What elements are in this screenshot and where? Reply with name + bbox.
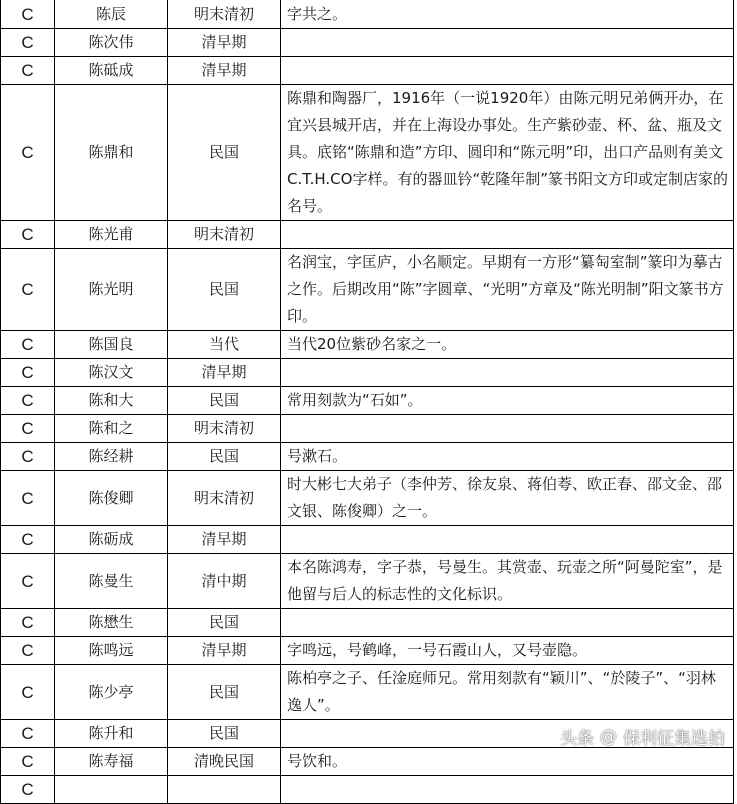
artist-table-body <box>1 0 734 804</box>
initial-cell: C <box>1 29 55 57</box>
initial-cell: C <box>1 221 55 249</box>
initial-cell: C <box>1 387 55 415</box>
name-cell: 陈辰 <box>55 0 168 29</box>
table-row <box>1 776 734 804</box>
era-cell: 明末清初 <box>168 415 281 443</box>
era-cell: 清早期 <box>168 637 281 665</box>
initial-cell: C <box>1 0 55 29</box>
note-cell <box>281 526 734 554</box>
initial-cell: C <box>1 665 55 720</box>
initial-cell: C <box>1 526 55 554</box>
note-cell <box>281 720 734 748</box>
era-cell: 民国 <box>168 609 281 637</box>
table-row <box>1 249 734 331</box>
note-cell <box>281 776 734 804</box>
initial-cell: C <box>1 443 55 471</box>
table-row <box>1 85 734 221</box>
note-cell: 陈鼎和陶器厂，1916年（一说1920年）由陈元明兄弟俩开办，在宜兴县城开店，并在上海设办事处。生产紫砂壶、杯、盆、瓶及文具。底铭“陈鼎和造”方印、圆印和“陈元明”印，出口产品则有美文C.T.H.CO字样。有的器皿钤“乾隆年制”篆书阳文方印或定制店家的名号。 <box>281 85 734 221</box>
name-cell: 陈和大 <box>55 387 168 415</box>
initial-cell: C <box>1 57 55 85</box>
table-row <box>1 665 734 720</box>
initial-cell: C <box>1 776 55 804</box>
initial-cell: C <box>1 415 55 443</box>
table-row <box>1 221 734 249</box>
era-cell: 明末清初 <box>168 0 281 29</box>
name-cell: 陈曼生 <box>55 554 168 609</box>
table-row <box>1 387 734 415</box>
name-cell: 陈砥成 <box>55 57 168 85</box>
table-row <box>1 609 734 637</box>
note-cell: 本名陈鸿寿，字子恭，号曼生。其赏壶、玩壶之所“阿曼陀室”，是他留与后人的标志性的文化标识。 <box>281 554 734 609</box>
note-cell: 号饮和。 <box>281 748 734 776</box>
era-cell: 民国 <box>168 443 281 471</box>
initial-cell: C <box>1 471 55 526</box>
table-row <box>1 748 734 776</box>
name-cell: 陈次伟 <box>55 29 168 57</box>
note-cell <box>281 221 734 249</box>
table-row <box>1 720 734 748</box>
name-cell: 陈和之 <box>55 415 168 443</box>
era-cell: 民国 <box>168 665 281 720</box>
table-row <box>1 57 734 85</box>
table-row <box>1 554 734 609</box>
note-cell: 号漱石。 <box>281 443 734 471</box>
initial-cell: C <box>1 359 55 387</box>
era-cell: 民国 <box>168 249 281 331</box>
table-row <box>1 29 734 57</box>
watermark-at-icon: @ <box>600 726 617 747</box>
era-cell: 明末清初 <box>168 221 281 249</box>
note-cell <box>281 415 734 443</box>
name-cell: 陈经耕 <box>55 443 168 471</box>
initial-cell: C <box>1 85 55 221</box>
note-cell <box>281 359 734 387</box>
table-row <box>1 359 734 387</box>
name-cell: 陈光甫 <box>55 221 168 249</box>
name-cell: 陈汉文 <box>55 359 168 387</box>
note-cell: 陈柏亭之子、任淦庭师兄。常用刻款有“颖川”、“於陵子”、“羽林逸人”。 <box>281 665 734 720</box>
name-cell: 陈砺成 <box>55 526 168 554</box>
note-cell: 名润宝，字匡庐，小名顺定。早期有一方形“纂匋室制”篆印为摹古之作。后期改用“陈”字圆章、“光明”方章及“陈光明制”阳文篆书方印。 <box>281 249 734 331</box>
name-cell: 陈鼎和 <box>55 85 168 221</box>
era-cell: 当代 <box>168 331 281 359</box>
note-cell: 常用刻款为“石如”。 <box>281 387 734 415</box>
note-cell <box>281 609 734 637</box>
initial-cell: C <box>1 609 55 637</box>
initial-cell: C <box>1 748 55 776</box>
name-cell: 陈鸣远 <box>55 637 168 665</box>
note-cell <box>281 57 734 85</box>
watermark-source: 头条 <box>560 729 594 749</box>
name-cell: 陈寿福 <box>55 748 168 776</box>
note-cell: 当代20位紫砂名家之一。 <box>281 331 734 359</box>
table-row <box>1 443 734 471</box>
note-cell: 字共之。 <box>281 0 734 29</box>
era-cell: 清早期 <box>168 526 281 554</box>
era-cell: 民国 <box>168 720 281 748</box>
era-cell: 清早期 <box>168 57 281 85</box>
note-cell: 字鸣远，号鹤峰，一号石霞山人，又号壶隐。 <box>281 637 734 665</box>
table-row <box>1 637 734 665</box>
era-cell: 明末清初 <box>168 471 281 526</box>
era-cell: 清晚民国 <box>168 748 281 776</box>
initial-cell: C <box>1 554 55 609</box>
initial-cell: C <box>1 331 55 359</box>
era-cell: 民国 <box>168 387 281 415</box>
era-cell: 民国 <box>168 85 281 221</box>
table-row <box>1 331 734 359</box>
era-cell <box>168 776 281 804</box>
name-cell: 陈懋生 <box>55 609 168 637</box>
note-cell <box>281 29 734 57</box>
name-cell <box>55 776 168 804</box>
name-cell: 陈升和 <box>55 720 168 748</box>
table-row <box>1 526 734 554</box>
note-cell: 时大彬七大弟子（李仲芳、徐友泉、蒋伯荂、欧正春、邵文金、邵文银、陈俊卿）之一。 <box>281 471 734 526</box>
initial-cell: C <box>1 720 55 748</box>
name-cell: 陈光明 <box>55 249 168 331</box>
watermark-account: 保利征集选拍 <box>623 729 725 749</box>
table-row <box>1 415 734 443</box>
era-cell: 清早期 <box>168 359 281 387</box>
table-row <box>1 0 734 29</box>
name-cell: 陈少亭 <box>55 665 168 720</box>
initial-cell: C <box>1 249 55 331</box>
name-cell: 陈国良 <box>55 331 168 359</box>
era-cell: 清早期 <box>168 29 281 57</box>
era-cell: 清中期 <box>168 554 281 609</box>
name-cell: 陈俊卿 <box>55 471 168 526</box>
initial-cell: C <box>1 637 55 665</box>
table-row <box>1 471 734 526</box>
